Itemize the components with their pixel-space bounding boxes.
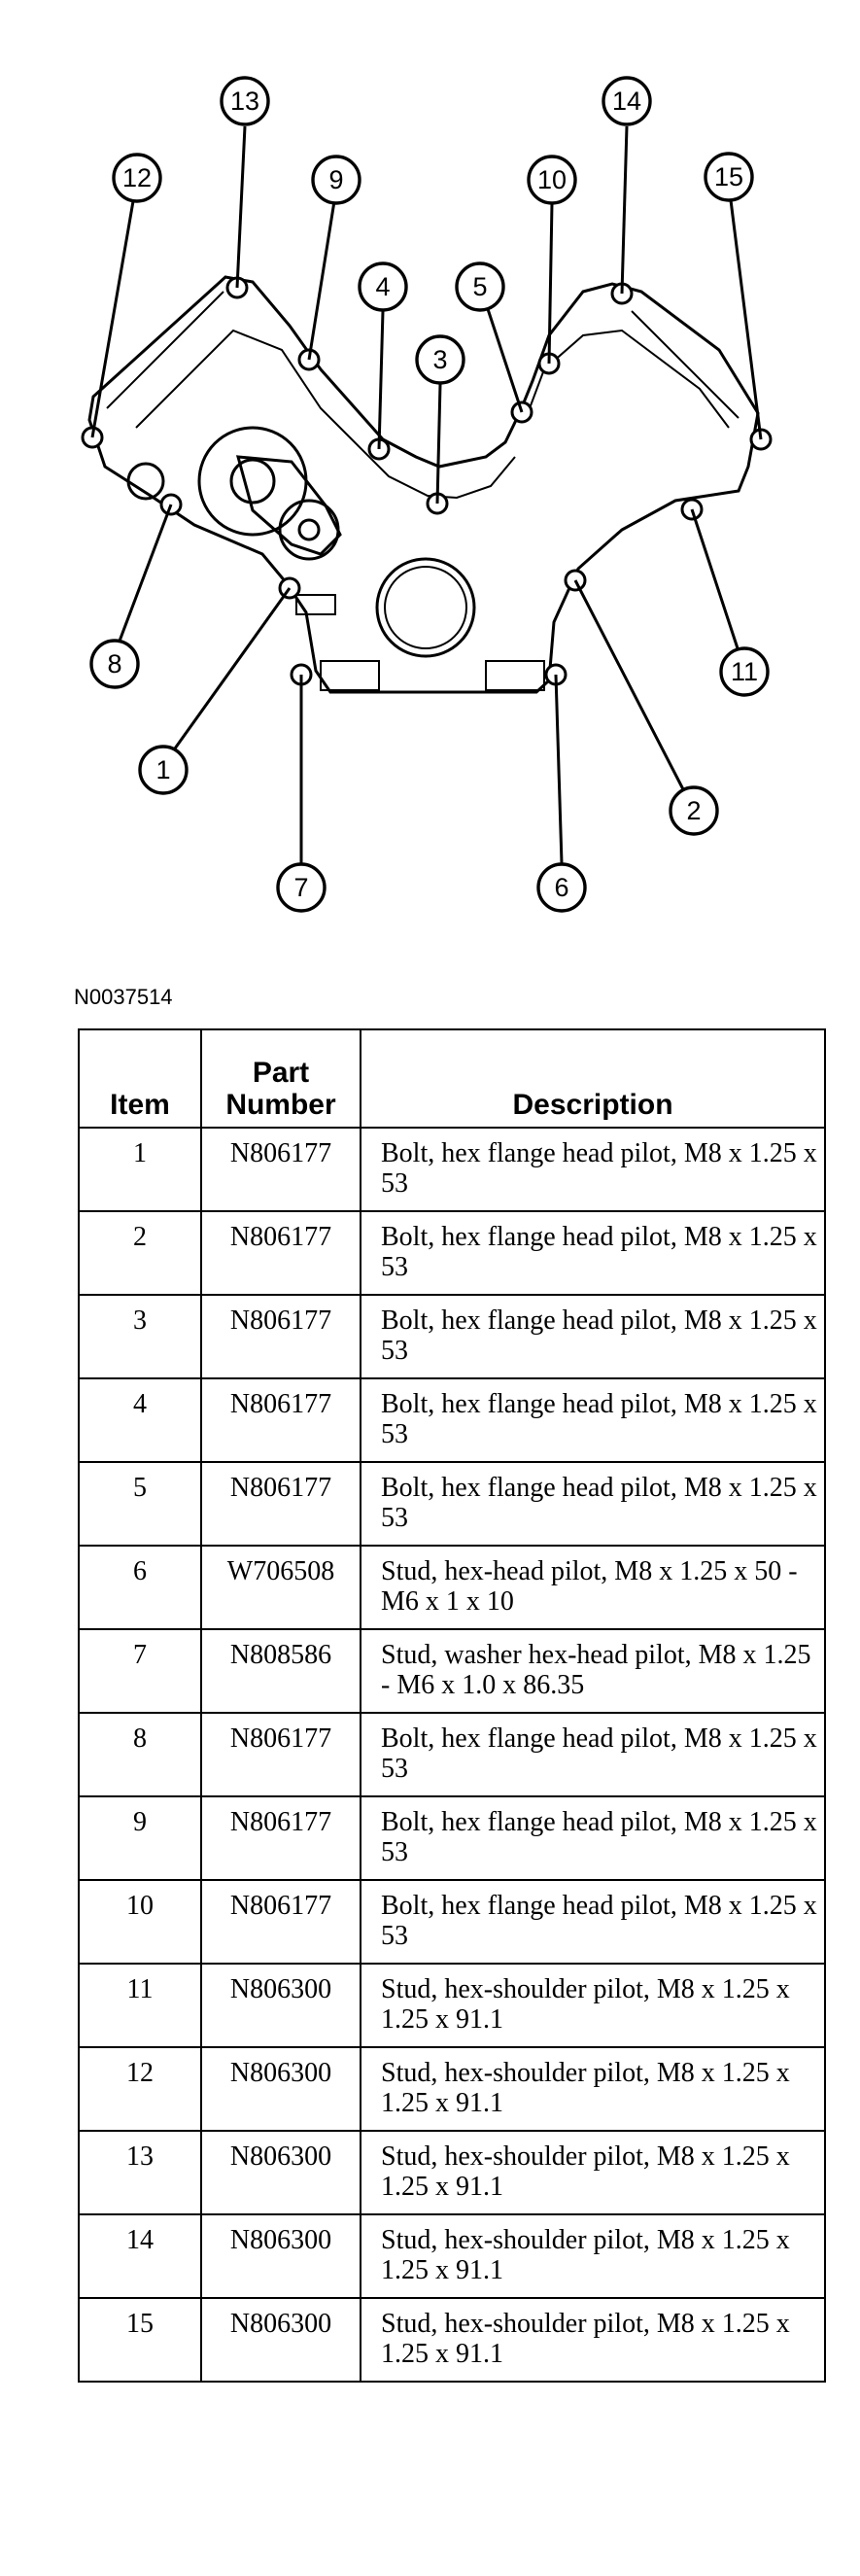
cell-part-number: N806177	[201, 1378, 361, 1462]
oil-pan-lug-left	[321, 661, 379, 690]
cell-part-number: N806300	[201, 2214, 361, 2298]
callout-3	[417, 336, 464, 383]
callout-4	[360, 263, 406, 310]
cell-description: Stud, hex-shoulder pilot, M8 x 1.25 x 1.25 x 91.1	[361, 2298, 825, 2382]
cell-part-number: N806177	[201, 1796, 361, 1880]
svg-text:15: 15	[713, 162, 744, 191]
cell-item: 3	[79, 1295, 201, 1378]
svg-text:5: 5	[472, 272, 488, 301]
cell-item: 7	[79, 1629, 201, 1713]
table-row	[79, 1462, 825, 1546]
tensioner-pulley-hub	[231, 460, 274, 503]
engine-front-cover-diagram	[0, 0, 860, 933]
table-row	[79, 1546, 825, 1629]
cell-description: Stud, washer hex-head pilot, M8 x 1.25 - M6 x 1.0 x 86.35	[361, 1629, 825, 1713]
cell-part-number: N806300	[201, 2047, 361, 2131]
callout-12	[114, 155, 160, 201]
table-row	[79, 1880, 825, 1964]
svg-text:11: 11	[730, 657, 759, 686]
cell-item: 15	[79, 2298, 201, 2382]
cell-item: 5	[79, 1462, 201, 1546]
callout-5	[457, 263, 503, 310]
table-row	[79, 1378, 825, 1462]
table-row	[79, 1964, 825, 2047]
callout-13	[222, 78, 268, 124]
cell-description: Bolt, hex flange head pilot, M8 x 1.25 x 53	[361, 1796, 825, 1880]
svg-text:7: 7	[293, 873, 309, 902]
cell-part-number: N806300	[201, 2131, 361, 2214]
parts-table-body	[79, 1128, 825, 2382]
cell-part-number: N806177	[201, 1713, 361, 1796]
callout-14	[603, 78, 650, 124]
cell-description: Bolt, hex flange head pilot, M8 x 1.25 x 53	[361, 1211, 825, 1295]
cell-item: 1	[79, 1128, 201, 1211]
parts-table	[78, 1028, 826, 2383]
table-row	[79, 1796, 825, 1880]
cell-description: Bolt, hex flange head pilot, M8 x 1.25 x 53	[361, 1462, 825, 1546]
cell-description: Bolt, hex flange head pilot, M8 x 1.25 x 53	[361, 1713, 825, 1796]
callout-2	[671, 787, 717, 834]
svg-text:10: 10	[536, 165, 568, 194]
left-inner-flange	[107, 292, 515, 498]
svg-text:13: 13	[229, 87, 260, 116]
header-item: Item	[79, 1029, 201, 1128]
cell-item: 8	[79, 1713, 201, 1796]
oil-pan-lug-right	[486, 661, 544, 690]
callout-15	[705, 154, 752, 200]
svg-text:3: 3	[432, 345, 448, 374]
svg-text:6: 6	[554, 873, 569, 902]
table-row	[79, 1211, 825, 1295]
table-row	[79, 2214, 825, 2298]
table-row	[79, 1295, 825, 1378]
callout-8	[91, 641, 138, 687]
cell-part-number: N806300	[201, 2298, 361, 2382]
idler-pulley-hub	[299, 520, 319, 540]
front-cover-outline	[89, 277, 758, 692]
figure-id-label: N0037514	[74, 985, 173, 1009]
callout-1	[140, 747, 187, 793]
cell-item: 13	[79, 2131, 201, 2214]
callout-7	[278, 864, 325, 911]
callout-9	[313, 157, 360, 203]
cell-item: 12	[79, 2047, 201, 2131]
svg-text:2: 2	[686, 796, 702, 825]
table-row	[79, 1713, 825, 1796]
callout-11	[721, 648, 768, 695]
cell-item: 6	[79, 1546, 201, 1629]
table-row	[79, 2047, 825, 2131]
header-part-number: Part Number	[201, 1029, 361, 1128]
cell-part-number: N808586	[201, 1629, 361, 1713]
cell-part-number: N806177	[201, 1211, 361, 1295]
cell-description: Stud, hex-shoulder pilot, M8 x 1.25 x 1.25 x 91.1	[361, 2131, 825, 2214]
cell-part-number: N806177	[201, 1128, 361, 1211]
cell-description: Stud, hex-shoulder pilot, M8 x 1.25 x 1.25 x 91.1	[361, 2047, 825, 2131]
right-inner-flange	[530, 311, 739, 428]
cell-part-number: N806177	[201, 1462, 361, 1546]
table-row	[79, 1128, 825, 1211]
cell-part-number: N806177	[201, 1880, 361, 1964]
svg-text:8: 8	[107, 649, 122, 679]
cell-item: 4	[79, 1378, 201, 1462]
svg-text:1: 1	[155, 755, 171, 784]
table-row	[79, 2298, 825, 2382]
cell-item: 9	[79, 1796, 201, 1880]
cell-description: Bolt, hex flange head pilot, M8 x 1.25 x 53	[361, 1378, 825, 1462]
table-row	[79, 2131, 825, 2214]
cell-item: 14	[79, 2214, 201, 2298]
cell-description: Stud, hex-shoulder pilot, M8 x 1.25 x 1.25 x 91.1	[361, 2214, 825, 2298]
cell-part-number: W706508	[201, 1546, 361, 1629]
cell-description: Bolt, hex flange head pilot, M8 x 1.25 x 53	[361, 1880, 825, 1964]
cell-description: Bolt, hex flange head pilot, M8 x 1.25 x 53	[361, 1128, 825, 1211]
svg-text:4: 4	[375, 272, 391, 301]
table-header-row	[79, 1029, 825, 1128]
cell-item: 2	[79, 1211, 201, 1295]
tensioner-pulley	[199, 428, 306, 535]
callout-10	[529, 157, 575, 203]
crankshaft-seal-inner	[385, 567, 466, 648]
cell-part-number: N806177	[201, 1295, 361, 1378]
cell-description: Stud, hex-shoulder pilot, M8 x 1.25 x 1.25 x 91.1	[361, 1964, 825, 2047]
cell-part-number: N806300	[201, 1964, 361, 2047]
svg-text:12: 12	[121, 163, 153, 192]
table-row	[79, 1629, 825, 1713]
cell-description: Bolt, hex flange head pilot, M8 x 1.25 x 53	[361, 1295, 825, 1378]
svg-text:14: 14	[611, 87, 642, 116]
svg-text:9: 9	[328, 165, 344, 194]
cell-description: Stud, hex-head pilot, M8 x 1.25 x 50 - M6 x 1 x 10	[361, 1546, 825, 1629]
cell-item: 10	[79, 1880, 201, 1964]
cell-item: 11	[79, 1964, 201, 2047]
header-description: Description	[361, 1029, 825, 1128]
crankshaft-seal	[377, 559, 474, 656]
callout-6	[538, 864, 585, 911]
